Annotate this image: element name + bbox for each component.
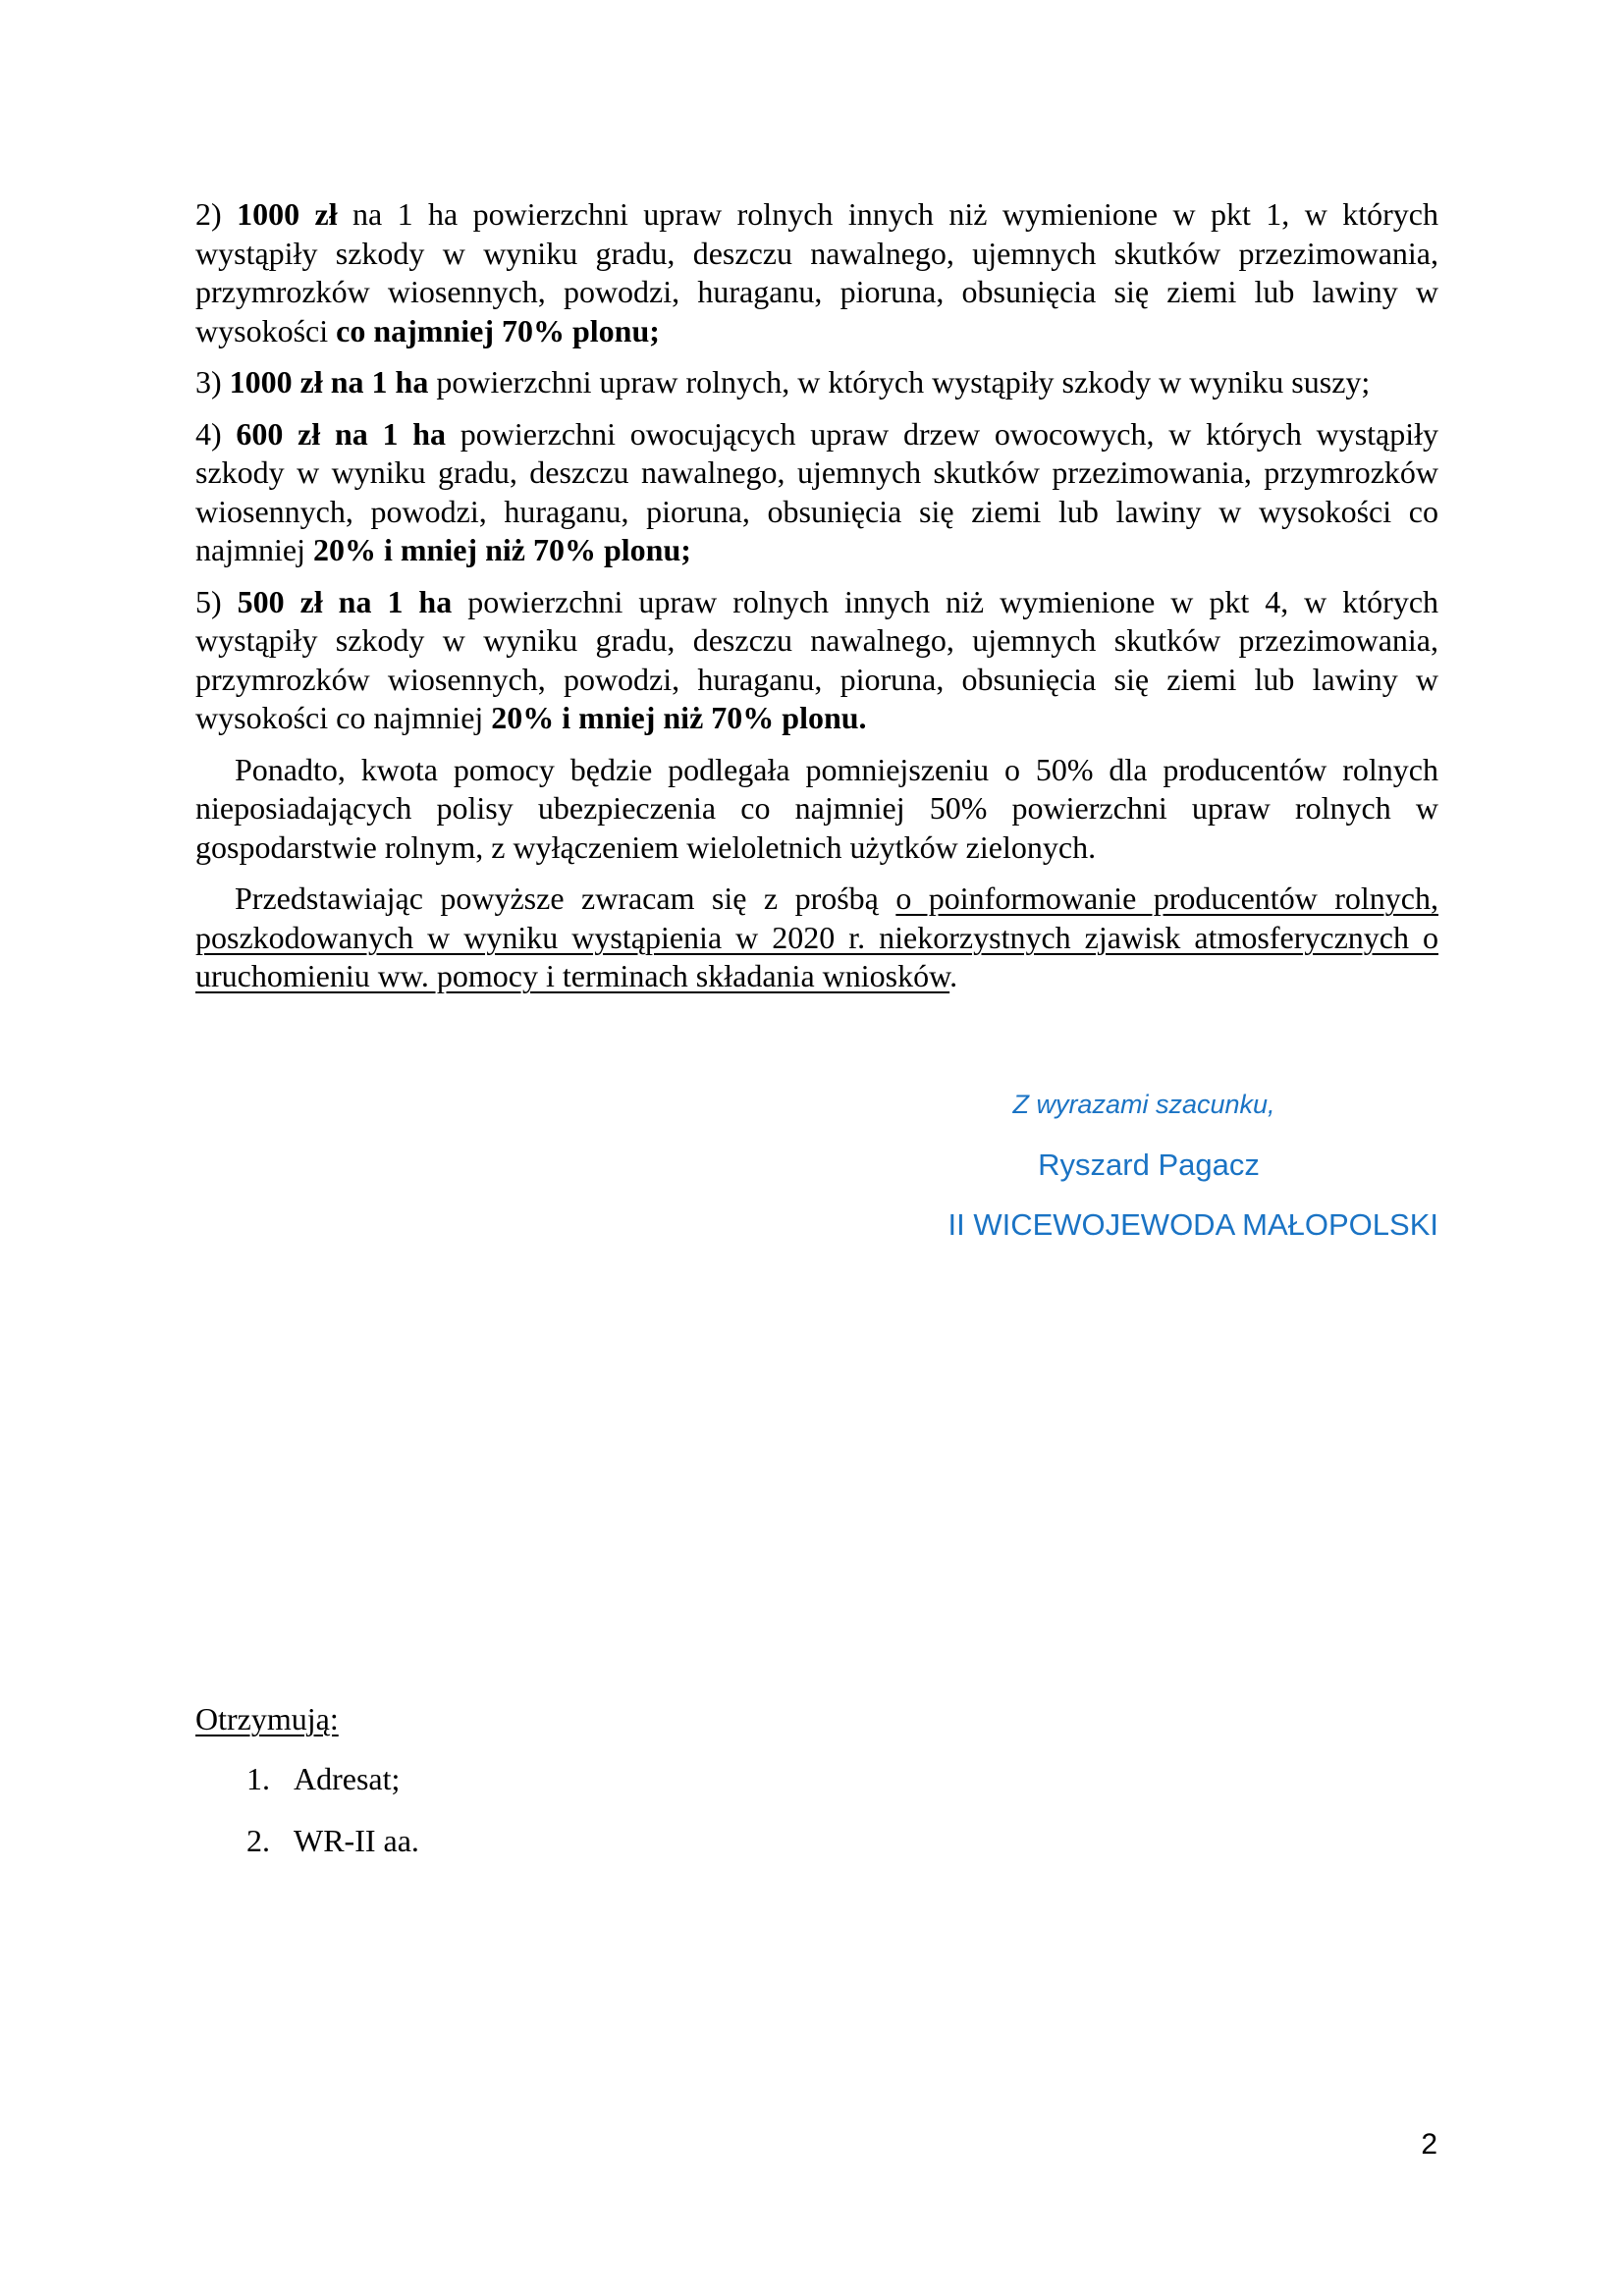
item-number: 2) xyxy=(195,196,222,232)
item-number: 4) xyxy=(195,415,222,452)
item-amount: 600 zł na 1 ha xyxy=(236,415,447,452)
recipient-number: 1. xyxy=(246,1761,270,1796)
list-item-2 xyxy=(195,195,1438,350)
recipients-list xyxy=(195,1761,419,1859)
recipient-number: 2. xyxy=(246,1823,270,1858)
request-end: . xyxy=(949,958,958,993)
request-lead: Przedstawiając powyższe zwracam się z prośbą xyxy=(235,881,896,916)
recipients-section xyxy=(195,1701,419,1885)
signer-name: Ryszard Pagacz xyxy=(1038,1148,1260,1182)
recipients-heading: Otrzymują: xyxy=(195,1701,339,1736)
list-item-4 xyxy=(195,415,1438,570)
list-item-3 xyxy=(195,363,1438,402)
item-text: powierzchni upraw rolnych innych niż wymienione w pkt 4, w których wystąpiły szkody w wyniku gradu, deszczu nawalnego, ujemnych skutków przezimowania, przymrozków wiosennych, powodzi, huraganu, pioruna, obsunięcia się ziemi lub lawiny w wysokości co najmniej xyxy=(195,583,1439,735)
request-underlined: o poinformowanie producentów rolnych, poszkodowanych w wyniku wystąpienia w 2020 r. niekorzystnych zjawisk atmosferycznych o uruchomieniu ww. pomocy i terminach składania wniosków xyxy=(195,881,1438,993)
item-text: powierzchni upraw rolnych, w których wystąpiły szkody w wyniku suszy; xyxy=(428,364,1371,400)
list-item-5 xyxy=(195,583,1438,738)
list-item xyxy=(246,1761,419,1797)
letter-body xyxy=(195,195,1438,1009)
item-number: 3) xyxy=(195,364,222,400)
item-text: powierzchni owocujących upraw drzew owocowych, w których wystąpiły szkody w wyniku gradu, deszczu nawalnego, ujemnych skutków przezimowania, przymrozków wiosennych, powodzi, huraganu, pioruna, obsunięcia się ziemi lub lawiny w wysokości co najmniej xyxy=(195,415,1439,567)
page-number: 2 xyxy=(1421,2128,1437,2161)
item-amount: 1000 zł na 1 ha xyxy=(229,364,429,400)
closing-salutation: Z wyrazami szacunku, xyxy=(1012,1090,1275,1119)
recipient-label: Adresat; xyxy=(294,1761,401,1796)
signer-title: II WICEWOJEWODA MAŁOPOLSKI xyxy=(947,1207,1438,1242)
item-amount: 1000 zł xyxy=(237,196,338,232)
list-item xyxy=(246,1823,419,1859)
item-amount: 500 zł na 1 ha xyxy=(237,583,453,619)
recipient-label: WR-II aa. xyxy=(294,1823,419,1858)
item-text: na 1 ha powierzchni upraw rolnych innych niż wymienione w pkt 1, w których wystąpiły szkody w wyniku gradu, deszczu nawalnego, ujemnych skutków przezimowania, przymrozków wiosennych, powodzi, huraganu, pioruna, obsunięcia się ziemi lub lawiny w wysokości xyxy=(195,196,1439,348)
paragraph-request xyxy=(195,880,1438,996)
paragraph-reduction: Ponadto, kwota pomocy będzie podlegała pomniejszeniu o 50% dla producentów rolnych nieposiadających polisy ubezpieczenia co najmniej 50% powierzchni upraw rolnych w gospodarstwie rolnym, z wyłączeniem wieloletnich użytków zielonych. xyxy=(195,751,1438,865)
item-bold-end: 20% i mniej niż 70% plonu. xyxy=(491,700,867,735)
item-bold-end: co najmniej 70% plonu; xyxy=(336,312,660,348)
item-number: 5) xyxy=(195,583,222,619)
item-bold-end: 20% i mniej niż 70% plonu; xyxy=(312,532,691,567)
